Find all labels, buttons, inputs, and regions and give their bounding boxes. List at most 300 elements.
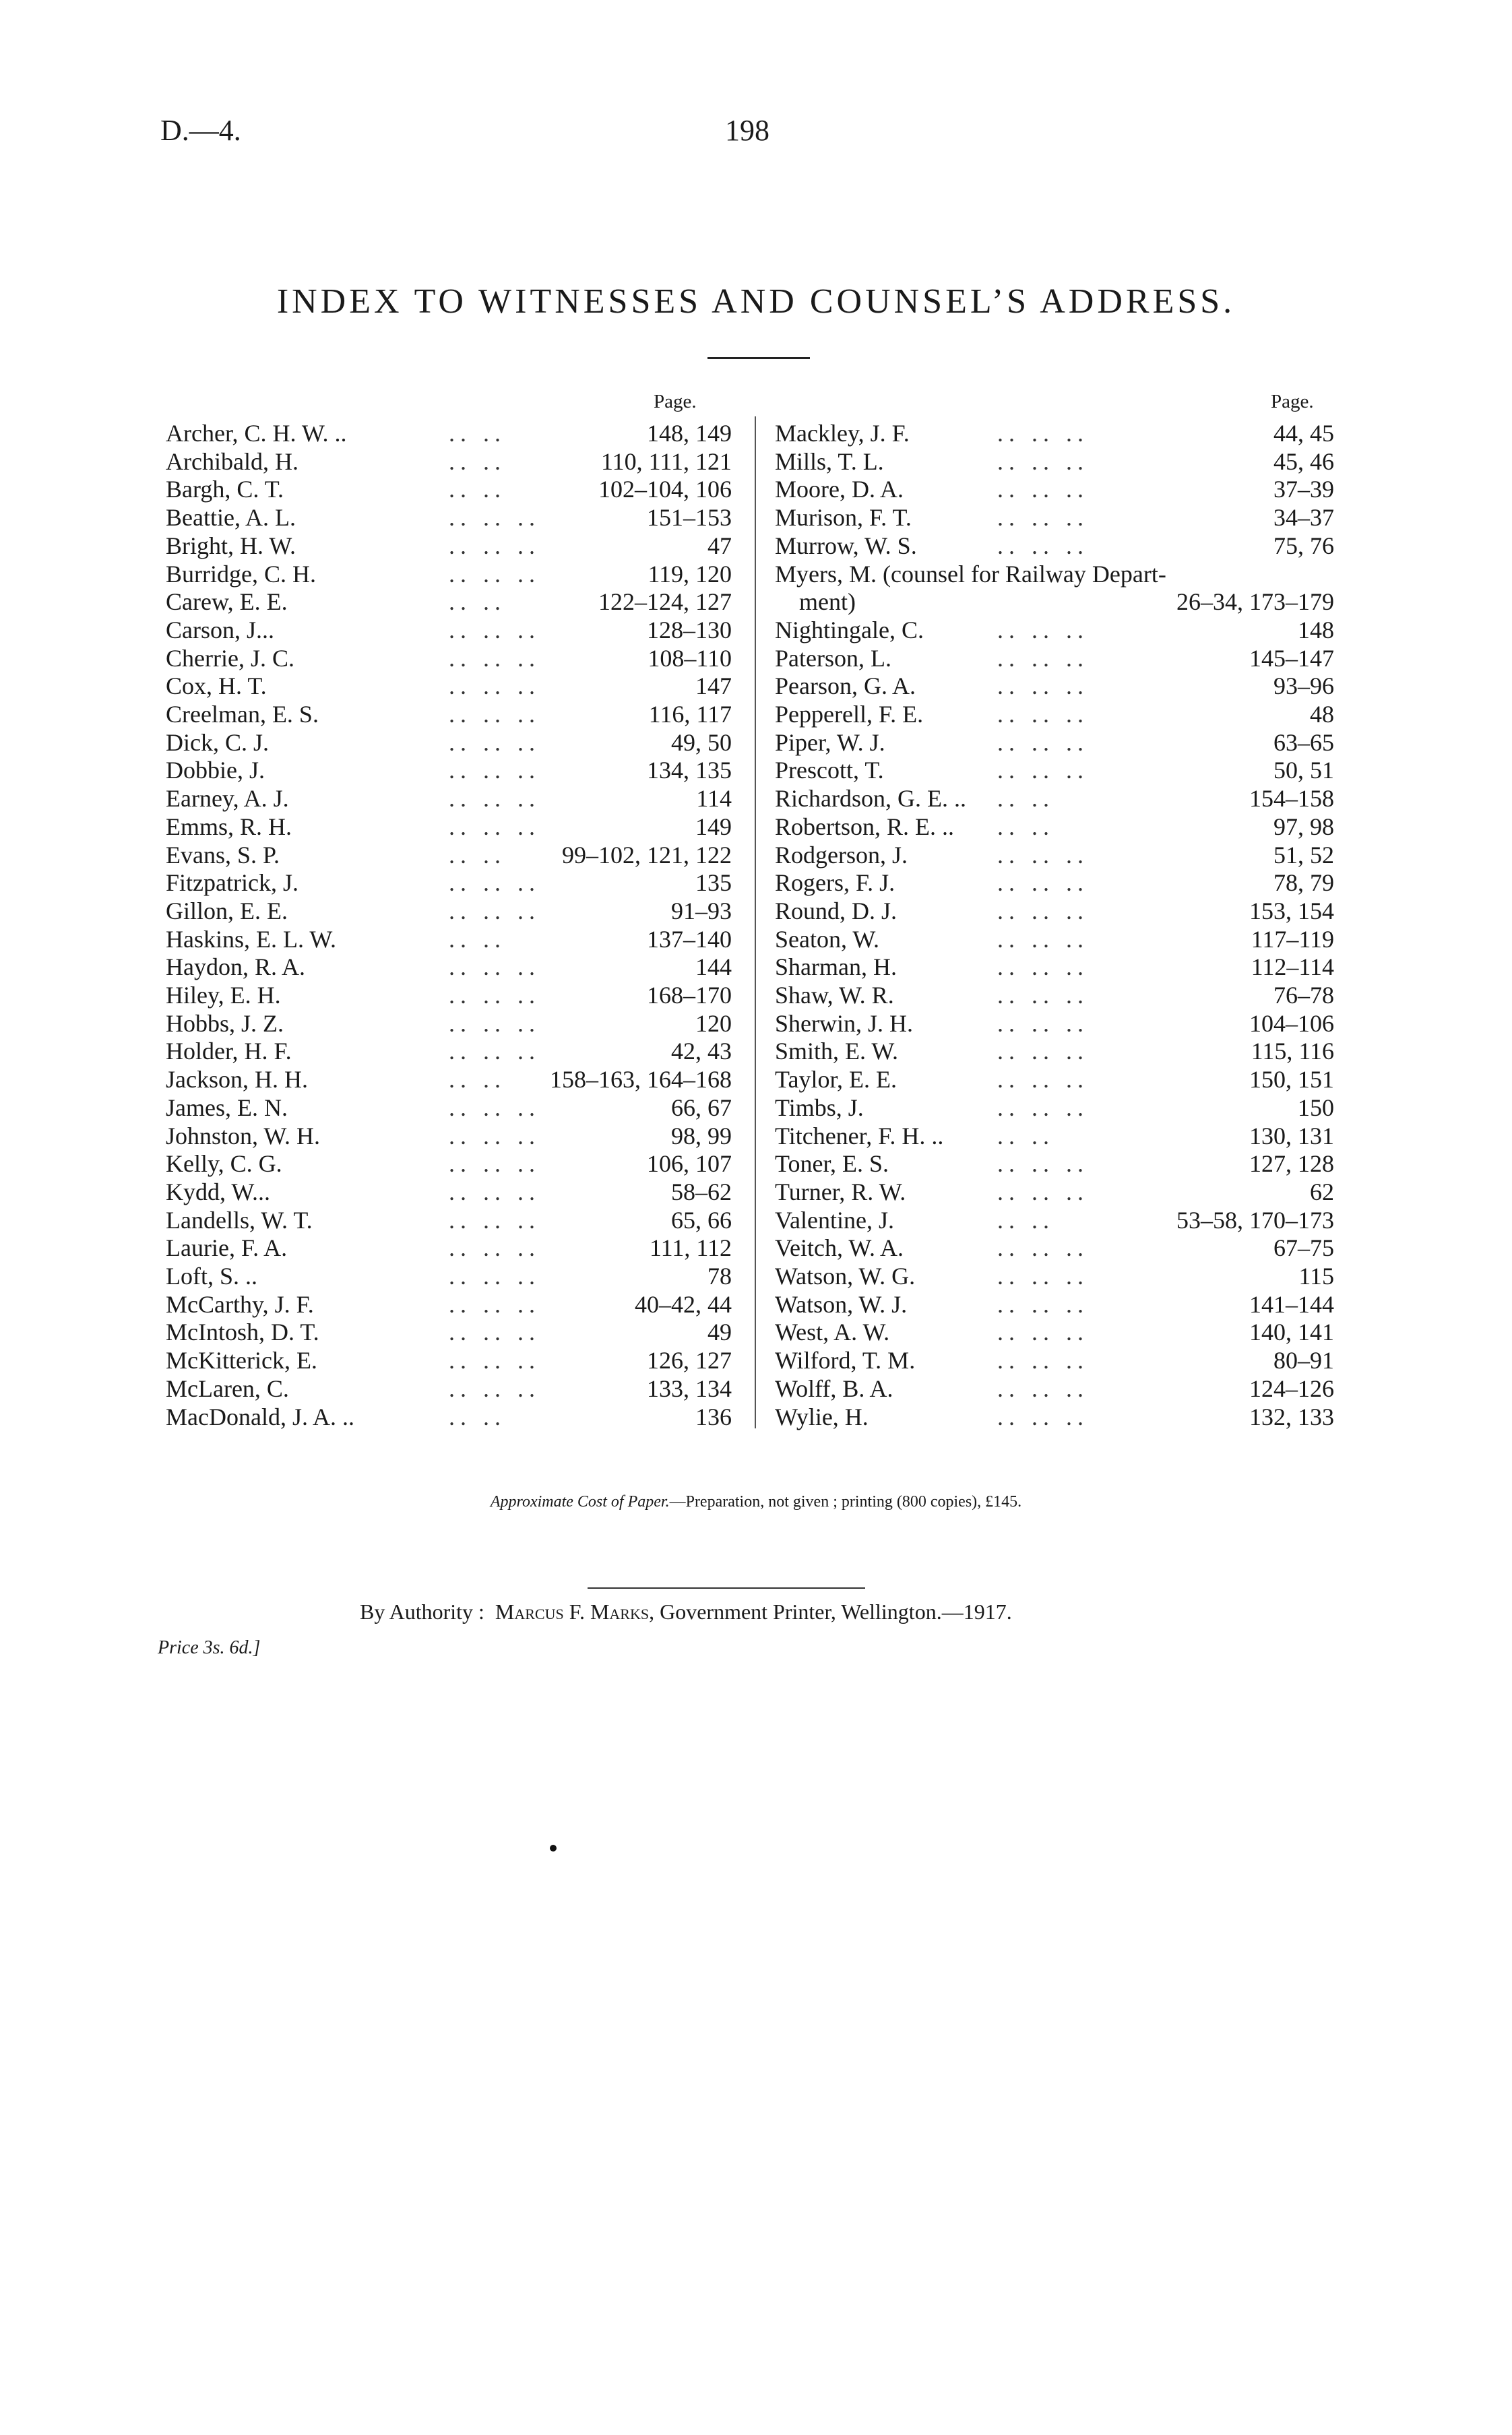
page-reference: 140, 141 [1249,1319,1334,1346]
authority-line [360,1600,1012,1624]
witness-name: Cherrie, J. C. [166,644,294,672]
witness-name: Laurie, F. A. [166,1234,288,1262]
index-entry [166,953,732,981]
witness-name: Robertson, R. E. .. [775,813,954,840]
index-entry [775,1234,1334,1262]
leader-dots: .. .. .. [997,1150,1089,1178]
leader-dots: .. .. .. [449,897,540,924]
page-reference: 91–93 [671,897,732,924]
leader-dots: .. .. .. [997,953,1089,981]
witness-name: Creelman, E. S. [166,701,319,728]
leader-dots: .. .. .. [449,504,540,532]
index-entry [166,644,732,672]
witness-name: McCarthy, J. F. [166,1290,314,1318]
leader-dots: .. .. .. [449,672,540,700]
leader-dots: .. .. .. [449,1319,540,1346]
witness-name: Gillon, E. E. [166,897,288,924]
page-reference: 136 [695,1403,732,1430]
leader-dots: .. .. .. [449,813,540,840]
witness-name: Hobbs, J. Z. [166,1009,284,1037]
witness-name: Hiley, E. H. [166,982,281,1009]
index-entry [775,784,1334,813]
page-reference: 98, 99 [671,1122,732,1149]
leader-dots: .. .. .. [997,869,1089,897]
index-entry [775,1374,1334,1403]
leader-dots: .. .. .. [997,1403,1089,1430]
page-reference: 97, 98 [1273,813,1334,840]
witness-name: Mills, T. L. [775,447,884,475]
page-reference: 78 [707,1263,732,1290]
index-entry [775,560,1334,588]
page-reference: 153, 154 [1249,897,1334,924]
witness-name: McKitterick, E. [166,1347,317,1374]
witness-name: West, A. W. [775,1319,890,1346]
index-entry [775,1094,1334,1122]
index-entry [775,1262,1334,1290]
title-rule [707,357,810,359]
page-number: 198 [725,114,769,147]
leader-dots: .. .. .. [997,982,1089,1009]
index-entry [166,532,732,560]
page-reference: 26–34, 173–179 [1176,588,1334,616]
index-entry [775,813,1334,841]
witness-name: Jackson, H. H. [166,1066,308,1094]
index-entry [166,503,732,532]
leader-dots: .. .. .. [997,897,1089,924]
page-reference: 102–104, 106 [598,476,732,503]
page-reference: 128–130 [647,616,732,643]
witness-name: McLaren, C. [166,1374,289,1402]
leader-dots: .. .. .. [449,1094,540,1121]
leader-dots: .. .. .. [449,1263,540,1290]
column-divider [755,416,756,1428]
index-entry [166,672,732,700]
leader-dots: .. .. .. [449,785,540,813]
page-reference: 151–153 [647,504,732,532]
left-column-header: Page. [654,391,697,412]
page-reference: 120 [695,1009,732,1037]
page-reference: 130, 131 [1249,1122,1334,1149]
witness-name: Bright, H. W. [166,532,296,559]
page-reference: 50, 51 [1273,757,1334,784]
leader-dots: .. .. [449,841,506,868]
index-entry [775,503,1334,532]
leader-dots: .. .. .. [449,1290,540,1318]
page-reference: 147 [695,672,732,700]
index-entry [166,1009,732,1038]
witness-name: James, E. N. [166,1094,288,1121]
page-reference: 44, 45 [1273,420,1334,447]
witness-name: Dobbie, J. [166,757,265,784]
leader-dots: .. .. [449,588,506,616]
index-entry [166,756,732,784]
index-entry [166,588,732,616]
index-entry [166,925,732,953]
witness-name: Rogers, F. J. [775,869,895,897]
witness-name: Smith, E. W. [775,1038,899,1065]
page-reference: 158–163, 164–168 [550,1066,732,1094]
witness-name: Burridge, C. H. [166,560,316,588]
index-entry [166,841,732,869]
witness-name: Wolff, B. A. [775,1374,893,1402]
witness-name: Pepperell, F. E. [775,701,924,728]
index-entry [775,1290,1334,1319]
index-entry [166,1403,732,1431]
page-reference: 116, 117 [648,701,732,728]
index-entry [775,447,1334,476]
index-entry [166,1094,732,1122]
leader-dots: .. .. [997,1206,1054,1234]
witness-name: Murison, F. T. [775,504,912,532]
witness-name: Titchener, F. H. .. [775,1122,944,1149]
index-entry [775,897,1334,925]
index-entry [166,447,732,476]
index-entry [775,1122,1334,1150]
page-reference: 112–114 [1251,953,1334,981]
witness-name: Kelly, C. G. [166,1150,282,1178]
witness-name: Turner, R. W. [775,1178,906,1205]
leader-dots: .. .. .. [997,476,1089,503]
page-reference: 78, 79 [1273,869,1334,897]
witness-name: MacDonald, J. A. .. [166,1403,354,1430]
page-reference: 149 [695,813,732,840]
page-reference: 115 [1298,1263,1334,1290]
witness-name: Emms, R. H. [166,813,292,840]
leader-dots: .. .. [997,813,1054,840]
witness-name: Piper, W. J. [775,728,885,756]
page-reference: 65, 66 [671,1206,732,1234]
witness-name: Timbs, J. [775,1094,864,1121]
leader-dots: .. .. .. [997,616,1089,643]
witness-name: Carew, E. E. [166,588,288,616]
witness-name: Beattie, A. L. [166,504,296,532]
page-reference: 76–78 [1273,982,1334,1009]
authority-prefix: By Authority : [360,1600,484,1624]
index-entry [166,897,732,925]
leader-dots: .. .. .. [449,701,540,728]
index-entry [775,1065,1334,1094]
index-entry [166,981,732,1009]
index-entry [775,616,1334,644]
witness-name: Mackley, J. F. [775,420,910,447]
page-reference: 144 [695,953,732,981]
witness-name: Round, D. J. [775,897,897,924]
index-entry [166,475,732,503]
page-reference: 49 [707,1319,732,1346]
page-title: INDEX TO WITNESSES AND COUNSEL’S ADDRESS. [276,282,1236,321]
witness-name: Evans, S. P. [166,841,280,868]
leader-dots: .. .. .. [997,644,1089,672]
leader-dots: .. .. .. [997,1094,1089,1121]
leader-dots: .. .. [449,476,506,503]
page-reference: 75, 76 [1273,532,1334,559]
leader-dots: .. .. .. [997,1234,1089,1262]
witness-name: Wilford, T. M. [775,1347,916,1374]
document-code: D.—4. [160,114,241,147]
witness-name: Watson, W. G. [775,1263,916,1290]
cost-note-label: Approximate Cost of Paper. [490,1493,670,1511]
page-reference: 119, 120 [648,560,732,588]
leader-dots: .. .. [449,1403,506,1430]
index-entry [166,1122,732,1150]
page-reference: 141–144 [1249,1290,1334,1318]
page-reference: 132, 133 [1249,1403,1334,1430]
witness-name: Moore, D. A. [775,476,904,503]
leader-dots: .. .. .. [449,728,540,756]
witness-name: ment) [775,588,856,616]
page-reference: 124–126 [1249,1374,1334,1402]
footer-rule [588,1587,865,1589]
index-entry [166,1065,732,1094]
witness-name: Kydd, W... [166,1178,271,1205]
page-reference: 37–39 [1273,476,1334,503]
leader-dots: .. .. .. [997,925,1089,953]
page-reference: 93–96 [1273,672,1334,700]
index-entry [166,1037,732,1065]
index-entry [166,560,732,588]
index-entry [775,672,1334,700]
stray-ink-dot [550,1845,557,1852]
witness-name: Fitzpatrick, J. [166,869,298,897]
page-reference: 148 [1298,616,1334,643]
page-reference: 67–75 [1273,1234,1334,1262]
index-entry [775,1178,1334,1206]
leader-dots: .. .. .. [449,532,540,559]
index-entry [166,616,732,644]
witness-name: Shaw, W. R. [775,982,894,1009]
leader-dots: .. .. .. [449,560,540,588]
page-reference: 135 [695,869,732,897]
page-reference: 137–140 [647,925,732,953]
authority-suffix: , Government Printer, Wellington.—1917. [649,1600,1012,1624]
page-reference: 63–65 [1273,728,1334,756]
page-reference: 62 [1310,1178,1334,1205]
witness-name: Seaton, W. [775,925,880,953]
page-reference: 40–42, 44 [635,1290,732,1318]
cost-note-text: —Preparation, not given ; printing (800 copies), £145. [669,1493,1022,1511]
index-entry [166,1346,732,1374]
leader-dots: .. .. .. [449,1234,540,1262]
witness-name: Sharman, H. [775,953,897,981]
leader-dots: .. .. .. [997,504,1089,532]
index-entry [775,841,1334,869]
leader-dots: .. .. .. [997,447,1089,475]
witness-name: Paterson, L. [775,644,891,672]
leader-dots: .. .. .. [997,1038,1089,1065]
page-reference: 145–147 [1249,644,1334,672]
cost-note [0,1493,1512,1511]
witness-name: Cox, H. T. [166,672,267,700]
page-reference: 133, 134 [647,1374,732,1402]
leader-dots: .. .. [449,925,506,953]
index-entry [166,728,732,757]
page-reference: 42, 43 [671,1038,732,1065]
page-reference: 114 [696,785,732,813]
page-reference: 126, 127 [647,1347,732,1374]
witness-name: Rodgerson, J. [775,841,908,868]
index-entry [775,588,1334,616]
witness-name: Haskins, E. L. W. [166,925,337,953]
price-note: Price 3s. 6d.] [158,1637,261,1658]
witness-name: Archibald, H. [166,447,298,475]
page-reference: 168–170 [647,982,732,1009]
page-reference: 53–58, 170–173 [1176,1206,1334,1234]
leader-dots: .. .. .. [997,841,1089,868]
index-entry [166,784,732,813]
witness-name: Bargh, C. T. [166,476,284,503]
index-entry [775,868,1334,897]
leader-dots: .. .. .. [997,1347,1089,1374]
witness-name: Archer, C. H. W. .. [166,420,347,447]
index-entry [775,981,1334,1009]
witness-name: Dick, C. J. [166,728,269,756]
index-entry [166,1234,732,1262]
index-entry [775,1346,1334,1374]
leader-dots: .. .. .. [449,1206,540,1234]
page-reference: 115, 116 [1251,1038,1334,1065]
index-entry [166,1206,732,1234]
page-reference: 134, 135 [647,757,732,784]
witness-name: Sherwin, J. H. [775,1009,913,1037]
leader-dots: .. .. .. [449,1347,540,1374]
page-reference: 80–91 [1273,1347,1334,1374]
witness-name: Landells, W. T. [166,1206,313,1234]
index-entry [166,419,732,447]
printer-name: Marcus F. Marks [495,1600,650,1624]
leader-dots: .. .. .. [449,644,540,672]
index-entry [166,700,732,728]
leader-dots: .. .. [449,1066,506,1094]
witness-name: Watson, W. J. [775,1290,908,1318]
leader-dots: .. .. .. [997,1319,1089,1346]
witness-name: Prescott, T. [775,757,884,784]
witness-name: Veitch, W. A. [775,1234,904,1262]
witness-name: Haydon, R. A. [166,953,305,981]
leader-dots: .. .. [997,1122,1054,1149]
leader-dots: .. .. .. [449,757,540,784]
index-entry [775,728,1334,757]
leader-dots: .. .. [997,785,1054,813]
index-entry [166,813,732,841]
page-reference: 49, 50 [671,728,732,756]
index-entry [775,1403,1334,1431]
leader-dots: .. .. .. [997,672,1089,700]
index-entry [166,1178,732,1206]
leader-dots: .. .. .. [449,1178,540,1205]
page-reference: 58–62 [671,1178,732,1205]
index-entry [775,925,1334,953]
leader-dots: .. .. .. [997,757,1089,784]
index-entry [775,953,1334,981]
leader-dots: .. .. .. [449,1009,540,1037]
leader-dots: .. .. .. [997,1290,1089,1318]
witness-name: Pearson, G. A. [775,672,916,700]
page-reference: 34–37 [1273,504,1334,532]
page-reference: 104–106 [1249,1009,1334,1037]
index-entry [775,700,1334,728]
index-entry [775,1318,1334,1346]
leader-dots: .. .. .. [997,1263,1089,1290]
witness-name: Toner, E. S. [775,1150,889,1178]
witness-name: Loft, S. .. [166,1263,258,1290]
page-reference: 122–124, 127 [598,588,732,616]
page-reference: 108–110 [648,644,732,672]
leader-dots: .. .. .. [997,1374,1089,1402]
index-entry [166,1318,732,1346]
leader-dots: .. .. .. [997,701,1089,728]
page-reference: 150 [1298,1094,1334,1121]
index-entry [775,419,1334,447]
index-entry [166,1290,732,1319]
page-reference: 47 [707,532,732,559]
index-entry [775,1009,1334,1038]
index-entry [166,1149,732,1178]
page-reference: 99–102, 121, 122 [562,841,732,868]
index-entry [775,1037,1334,1065]
witness-name: Murrow, W. S. [775,532,917,559]
leader-dots: .. .. .. [997,1178,1089,1205]
witness-name: Carson, J... [166,616,274,643]
leader-dots: .. .. .. [997,532,1089,559]
witness-name: Earney, A. J. [166,785,289,813]
leader-dots: .. .. .. [449,869,540,897]
right-column-header: Page. [1271,391,1314,412]
witness-name: Wylie, H. [775,1403,869,1430]
page-reference: 154–158 [1249,785,1334,813]
witness-name: Richardson, G. E. .. [775,785,966,813]
witness-name: Valentine, J. [775,1206,894,1234]
page-reference: 45, 46 [1273,447,1334,475]
leader-dots: .. .. .. [997,728,1089,756]
witness-name: McIntosh, D. T. [166,1319,319,1346]
index-entry [166,868,732,897]
witness-name: Myers, M. (counsel for Railway Depart- [775,560,1166,588]
index-entry [775,475,1334,503]
leader-dots: .. .. .. [997,420,1089,447]
page-reference: 117–119 [1251,925,1334,953]
leader-dots: .. .. .. [449,953,540,981]
leader-dots: .. .. .. [449,1150,540,1178]
leader-dots: .. .. .. [997,1009,1089,1037]
page-reference: 111, 112 [650,1234,732,1262]
page-reference: 148, 149 [647,420,732,447]
index-entry [166,1262,732,1290]
index-entry [775,1206,1334,1234]
leader-dots: .. .. .. [449,616,540,643]
leader-dots: .. .. [449,420,506,447]
index-entry [775,532,1334,560]
witness-name: Johnston, W. H. [166,1122,321,1149]
page-reference: 110, 111, 121 [601,447,732,475]
index-entry [166,1374,732,1403]
witness-name: Holder, H. F. [166,1038,292,1065]
page-reference: 106, 107 [647,1150,732,1178]
leader-dots: .. .. .. [449,1122,540,1149]
leader-dots: .. .. .. [449,1374,540,1402]
index-entry [775,644,1334,672]
page-reference: 48 [1310,701,1334,728]
index-entry [775,1149,1334,1178]
witness-name: Taylor, E. E. [775,1066,897,1094]
index-entry [775,756,1334,784]
leader-dots: .. .. [449,447,506,475]
page-reference: 150, 151 [1249,1066,1334,1094]
page-reference: 127, 128 [1249,1150,1334,1178]
leader-dots: .. .. .. [449,982,540,1009]
witness-name: Nightingale, C. [775,616,924,643]
page-reference: 66, 67 [671,1094,732,1121]
page-reference: 51, 52 [1273,841,1334,868]
